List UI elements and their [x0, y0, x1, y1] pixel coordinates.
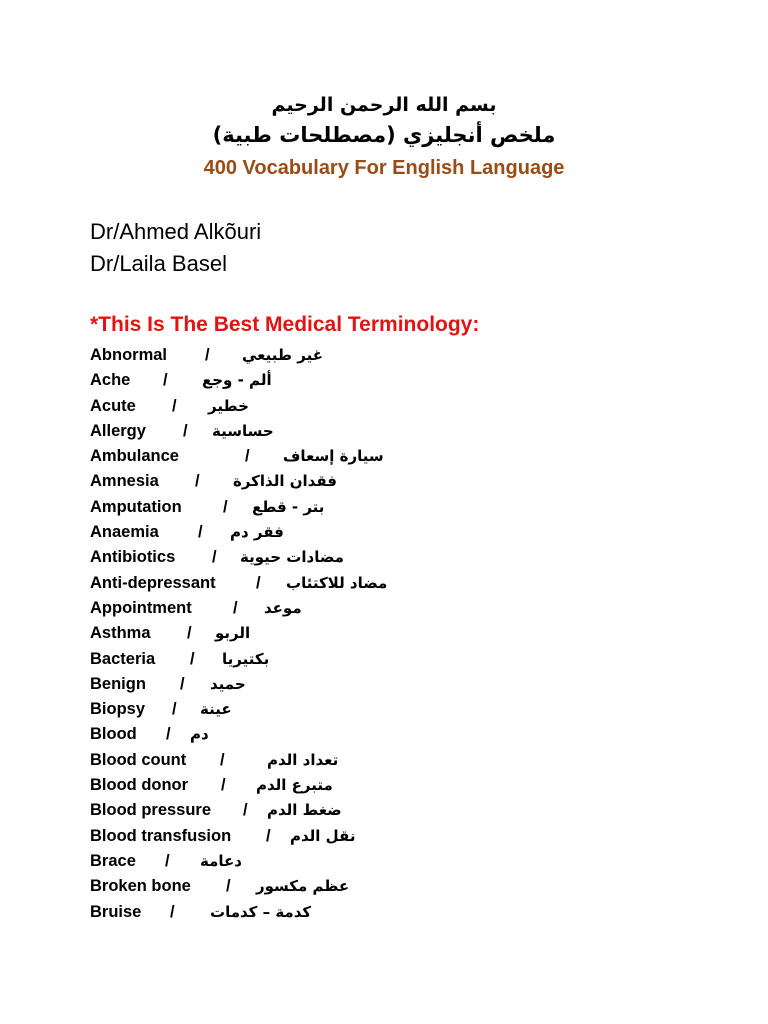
vocab-row: [90, 622, 690, 647]
vocab-arabic-translation: سيارة إسعاف: [283, 447, 384, 466]
vocab-separator: /: [183, 421, 188, 440]
vocab-separator: /: [198, 523, 203, 542]
vocab-arabic-translation: عظم مكسور: [256, 877, 350, 896]
vocab-arabic-translation: بتر - قطع: [252, 497, 325, 516]
vocab-term: Amnesia: [90, 472, 159, 491]
vocab-separator: /: [180, 674, 185, 693]
vocab-separator: /: [245, 447, 250, 466]
vocab-term: Brace: [90, 851, 136, 870]
vocab-arabic-translation: الربو: [215, 624, 251, 643]
vocab-term: Asthma: [90, 624, 151, 643]
vocab-term: Acute: [90, 396, 136, 415]
vocab-separator: /: [233, 598, 238, 617]
vocab-term: Antibiotics: [90, 548, 176, 567]
vocab-arabic-translation: ضغط الدم: [267, 801, 342, 820]
vocab-row: [90, 673, 690, 698]
vocab-term: Benign: [90, 674, 146, 693]
vocab-arabic-translation: غير طبيعي: [242, 346, 323, 364]
vocab-row: [90, 723, 690, 748]
vocab-arabic-translation: موعد: [264, 598, 302, 617]
vocab-separator: /: [223, 497, 228, 516]
vocab-row: [90, 496, 690, 521]
vocab-row: [90, 799, 690, 824]
vocab-row: [90, 521, 690, 546]
vocab-term: Ache: [90, 371, 131, 390]
vocab-term: Bruise: [90, 902, 142, 921]
vocab-separator: /: [195, 472, 200, 491]
vocab-separator: /: [256, 573, 261, 592]
vocab-row: [90, 825, 690, 850]
author-1: Dr/Ahmed Alkõuri: [90, 219, 262, 244]
vocab-term: Blood: [90, 725, 137, 744]
vocab-arabic-translation: مضادات حيوية: [240, 548, 344, 567]
vocab-arabic-translation: ألم - وجع: [202, 371, 272, 390]
vocab-term: Bacteria: [90, 649, 156, 668]
vocab-term: Blood donor: [90, 776, 189, 795]
vocab-row: [90, 369, 690, 394]
vocab-arabic-translation: فقدان الذاكرة: [233, 472, 337, 491]
vocab-term: Broken bone: [90, 877, 191, 896]
section-heading: *This Is The Best Medical Terminology:: [90, 313, 480, 336]
vocab-row: [90, 572, 690, 597]
vocab-arabic-translation: نقل الدم: [290, 826, 356, 845]
vocab-arabic-translation: فقر دم: [230, 523, 284, 542]
vocab-separator: /: [212, 548, 217, 567]
author-2: Dr/Laila Basel: [90, 251, 227, 276]
vocab-separator: /: [163, 371, 168, 390]
vocab-arabic-translation: تعداد الدم: [267, 750, 339, 769]
vocab-separator: /: [205, 346, 210, 364]
vocab-arabic-translation: متبرع الدم: [256, 776, 333, 795]
vocab-row: [90, 749, 690, 774]
vocab-arabic-translation: مضاد للاكتئاب: [286, 573, 388, 592]
summary-title: ملخص أنجليزي (مصطلحات طبية): [212, 123, 556, 147]
book-title: 400 Vocabulary For English Language: [203, 157, 565, 179]
vocab-row: [90, 344, 690, 369]
vocab-term: Anti-depressant: [90, 573, 216, 592]
vocab-row: [90, 850, 690, 875]
vocab-row: [90, 420, 690, 445]
vocab-arabic-translation: عينة: [200, 700, 232, 719]
vocab-arabic-translation: كدمة – كدمات: [210, 902, 312, 921]
vocab-separator: /: [266, 826, 271, 845]
vocab-row: [90, 901, 690, 926]
vocab-separator: /: [172, 700, 177, 719]
vocab-term: Appointment: [90, 598, 192, 617]
vocab-separator: /: [187, 624, 192, 643]
vocab-term: Abnormal: [90, 346, 168, 364]
basmala-heading: بسم الله الرحمن الرحيم: [271, 94, 497, 116]
vocab-term: Amputation: [90, 497, 182, 516]
vocab-row: [90, 445, 690, 470]
vocab-row: [90, 648, 690, 673]
vocab-separator: /: [220, 750, 225, 769]
vocab-arabic-translation: خطير: [208, 396, 249, 415]
vocab-term: Blood count: [90, 750, 187, 769]
vocab-term: Blood pressure: [90, 801, 212, 820]
vocab-arabic-translation: حميد: [210, 674, 246, 693]
vocab-term: Allergy: [90, 421, 146, 440]
vocab-arabic-translation: حساسية: [212, 421, 274, 440]
vocab-arabic-translation: دعامة: [200, 851, 242, 870]
vocab-separator: /: [190, 649, 195, 668]
vocab-arabic-translation: بكتيريا: [222, 649, 270, 668]
vocab-arabic-translation: دم: [190, 725, 209, 744]
vocab-row: [90, 875, 690, 900]
vocab-row: [90, 597, 690, 622]
vocab-separator: /: [165, 851, 170, 870]
vocab-term: Ambulance: [90, 447, 179, 466]
vocab-term: Biopsy: [90, 700, 146, 719]
vocab-separator: /: [172, 396, 177, 415]
vocab-row: [90, 395, 690, 420]
vocab-row: [90, 470, 690, 495]
vocabulary-list: [90, 344, 690, 926]
vocab-term: Anaemia: [90, 523, 159, 542]
vocab-separator: /: [226, 877, 231, 896]
vocab-row: [90, 774, 690, 799]
vocab-separator: /: [221, 776, 226, 795]
vocab-row: [90, 546, 690, 571]
vocab-row: [90, 698, 690, 723]
vocab-separator: /: [170, 902, 175, 921]
vocab-term: Blood transfusion: [90, 826, 232, 845]
vocab-separator: /: [166, 725, 171, 744]
vocab-separator: /: [243, 801, 248, 820]
